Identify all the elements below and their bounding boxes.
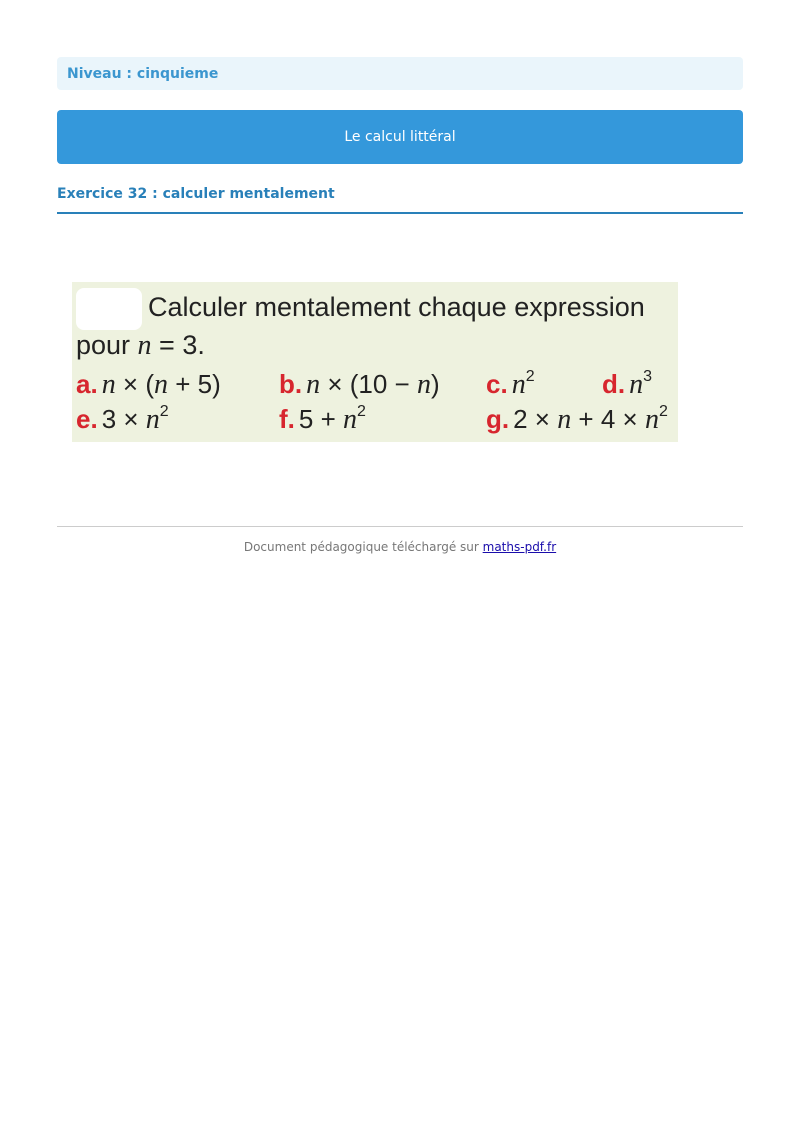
chapter-title-banner [57,110,743,164]
expression-part: + 4 × [571,404,645,434]
expression-variable: n [342,404,357,435]
expression-exponent: 2 [159,403,169,420]
expression-d [602,368,652,401]
expression-a [76,368,221,401]
expression-f [279,403,366,436]
condition-prefix: pour [76,330,138,360]
expression-b [279,368,440,401]
expression-part: ) [430,369,440,399]
expression-exponent: 3 [643,368,653,385]
expression-variable: n [101,369,116,400]
expression-part: × ( [115,369,154,399]
expression-exponent: 2 [525,368,535,385]
expression-c [486,368,535,401]
level-bar [57,57,743,90]
expression-part: 3 × [101,404,146,434]
expression-variable: n [306,369,321,400]
expression-g [486,403,668,436]
expression-part: 5 + [298,404,343,434]
expression-part: + 5) [167,369,221,399]
exercise-number-mask [76,288,142,330]
level-label: Niveau : cinquieme [67,65,219,82]
expression-label: a. [76,369,98,399]
expression-exponent: 2 [356,403,366,420]
expression-label: e. [76,404,98,434]
expression-exponent: 2 [658,403,668,420]
expression-label: c. [486,369,508,399]
condition-suffix: = 3. [151,330,205,360]
footer-text: Document pédagogique téléchargé sur [243,540,483,554]
expression-e [76,403,169,436]
condition-variable: n [137,330,152,361]
footer-divider [57,526,743,527]
expression-label: b. [279,369,303,399]
expression-label: g. [486,404,510,434]
footer [0,540,800,554]
expression-part: × (10 − [320,369,417,399]
expression-variable: n [511,369,526,400]
exercise-title: Exercice 32 : calculer mentalement [57,186,743,214]
expression-variable: n [416,369,431,400]
chapter-title: Le calcul littéral [344,129,456,145]
exercise-statement: Calculer mentalement chaque expression [148,292,645,322]
expression-variable: n [557,404,572,435]
exercise-image [72,282,678,442]
expression-part: 2 × [513,404,558,434]
expression-label: d. [602,369,626,399]
expression-variable: n [629,369,644,400]
footer-link[interactable]: maths-pdf.fr [482,540,557,554]
exercise-condition [76,330,205,362]
expression-variable: n [644,404,659,435]
expression-variable: n [145,404,160,435]
expression-variable: n [153,369,168,400]
expression-label: f. [279,404,295,434]
